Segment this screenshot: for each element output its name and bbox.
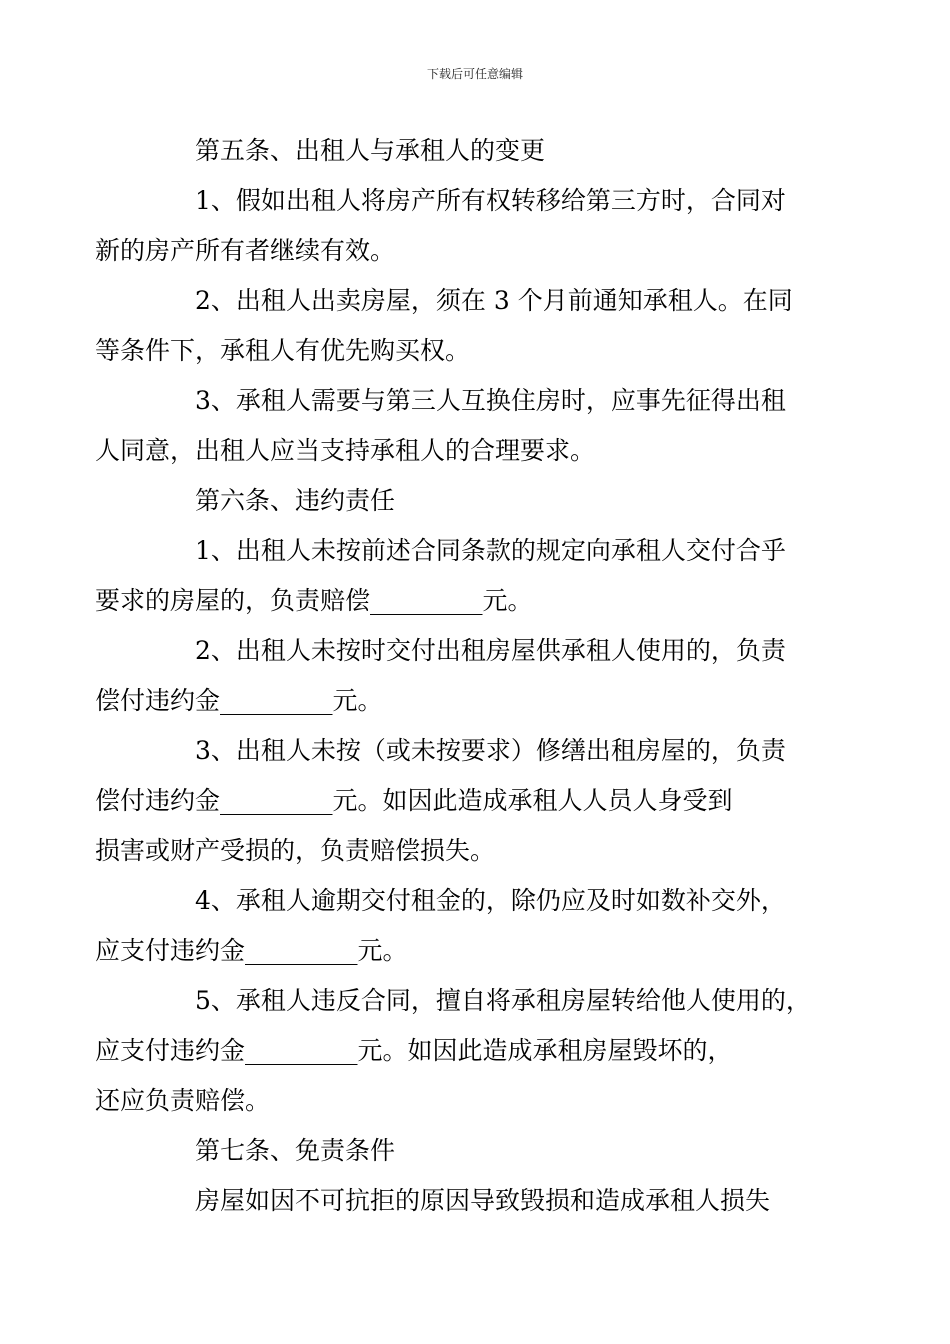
text-line: 损害或财产受损的，负责赔偿损失。 xyxy=(95,836,496,865)
clause-paragraph xyxy=(95,626,810,726)
clause-paragraph xyxy=(95,176,810,276)
text-line: 等条件下，承租人有优先购买权。 xyxy=(95,336,471,365)
text-line: 还应负责赔偿。 xyxy=(95,1086,271,1115)
article-heading xyxy=(145,476,810,526)
clause-paragraph xyxy=(95,726,810,876)
clause-paragraph xyxy=(95,976,811,1126)
article-heading xyxy=(145,126,810,176)
text-line: 5、承租人违反合同，擅自将承租房屋转给他人使用的， xyxy=(195,986,811,1015)
text-line: 第七条、免责条件 xyxy=(195,1136,396,1165)
article-heading xyxy=(145,1126,810,1176)
text-line: 人同意，出租人应当支持承租人的合理要求。 xyxy=(95,436,596,465)
text-line: 第五条、出租人与承租人的变更 xyxy=(195,136,546,165)
text-line: 1、假如出租人将房产所有权转移给第三方时，合同对 xyxy=(195,186,786,215)
text-line: 2、出租人未按时交付出租房屋供承租人使用的，负责 xyxy=(195,636,786,665)
clause-paragraph xyxy=(95,876,810,976)
page-header: 下载后可任意编辑 xyxy=(426,67,523,81)
text-line: 要求的房屋的，负责赔偿_________元。 xyxy=(95,586,533,615)
text-line: 3、出租人未按（或未按要求）修缮出租房屋的，负责 xyxy=(195,736,786,765)
clause-paragraph xyxy=(95,276,810,376)
text-line: 第六条、违约责任 xyxy=(195,486,396,515)
clause-paragraph xyxy=(145,1176,810,1226)
clause-paragraph xyxy=(95,526,810,626)
text-line: 2、出租人出卖房屋，须在 3 个月前通知承租人。在同 xyxy=(195,286,793,315)
text-line: 偿付违约金_________元。如因此造成承租人人员人身受到 xyxy=(95,786,733,815)
text-line: 应支付违约金_________元。 xyxy=(95,936,408,965)
text-line: 应支付违约金_________元。如因此造成承租房屋毁坏的， xyxy=(95,1036,733,1065)
clause-paragraph xyxy=(95,376,810,476)
text-line: 1、出租人未按前述合同条款的规定向承租人交付合乎 xyxy=(195,536,786,565)
text-line: 4、承租人逾期交付租金的，除仍应及时如数补交外， xyxy=(195,886,786,915)
text-line: 3、承租人需要与第三人互换住房时，应事先征得出租 xyxy=(195,386,786,415)
text-line: 偿付违约金_________元。 xyxy=(95,686,383,715)
text-line: 房屋如因不可抗拒的原因导致毁损和造成承租人损失 xyxy=(195,1186,771,1215)
document-body xyxy=(95,126,811,1226)
text-line: 新的房产所有者继续有效。 xyxy=(95,236,396,265)
